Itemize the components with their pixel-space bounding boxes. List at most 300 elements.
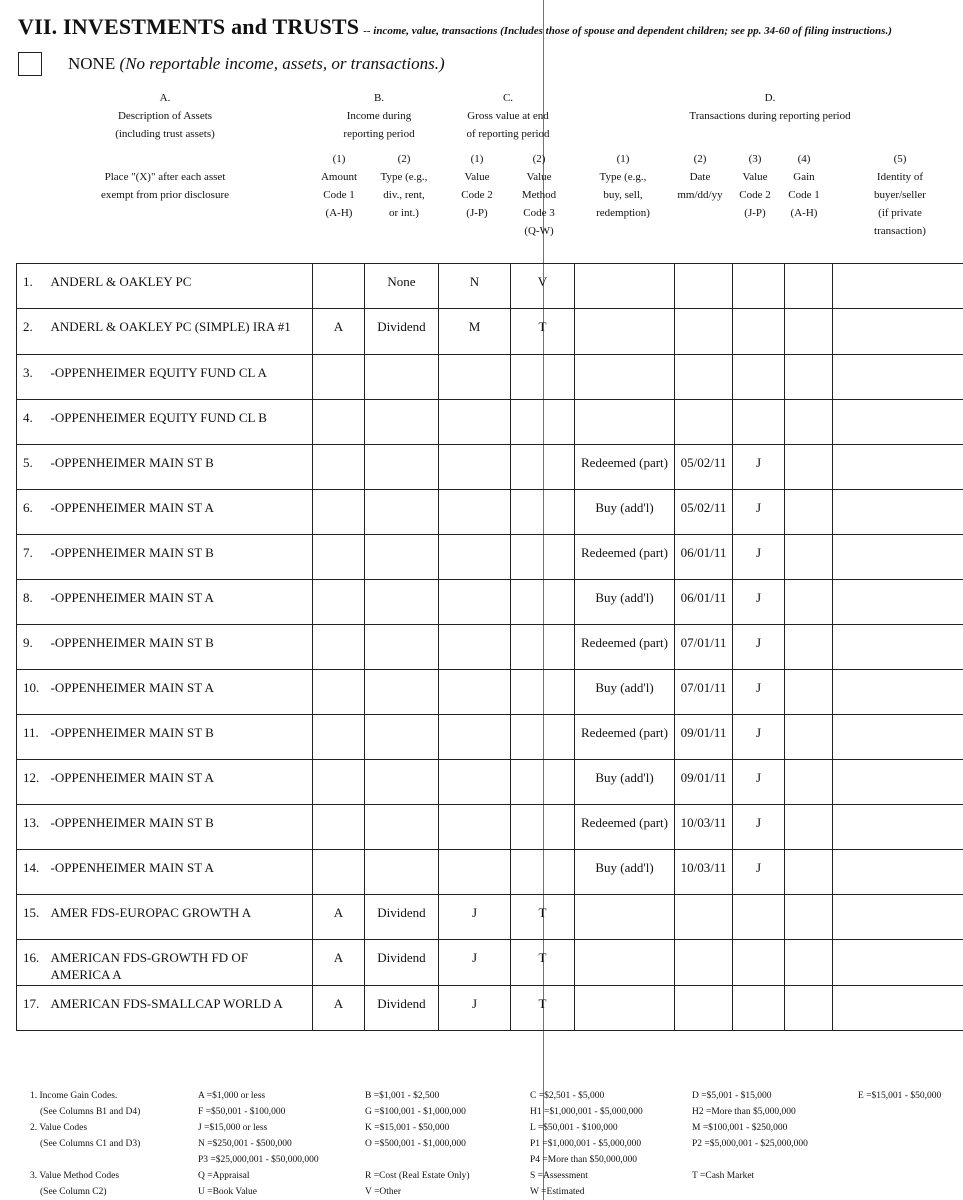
table-row [17, 715, 963, 760]
gross-value-code [439, 625, 511, 670]
header-c-letter: C. [502, 92, 514, 104]
legend-code: A =$1,000 or less [198, 1091, 266, 1101]
gross-value-code: N [439, 264, 511, 309]
legend-code: D =$5,001 - $15,000 [692, 1091, 772, 1101]
gain-code [785, 940, 833, 986]
legend-code: N =$250,001 - $500,000 [198, 1139, 292, 1149]
header-c2 [510, 150, 568, 240]
gross-value-code [439, 850, 511, 895]
legend-method-cols: (See Column C2) [40, 1187, 107, 1197]
header-a-line2: (including trust assets) [115, 128, 215, 140]
income-amount-code [313, 760, 365, 805]
transaction-date: 05/02/11 [675, 445, 733, 490]
transaction-type [575, 986, 675, 1031]
header-d1 [580, 150, 666, 222]
asset-description: AMER FDS-EUROPAC GROWTH A [51, 895, 313, 940]
transaction-value-code [733, 355, 785, 400]
asset-description: -OPPENHEIMER EQUITY FUND CL A [51, 355, 313, 400]
buyer-seller-identity [833, 715, 963, 760]
value-method-code: V [511, 264, 575, 309]
gross-value-code [439, 535, 511, 580]
header-d4 [780, 150, 828, 222]
transaction-type: Buy (add'l) [575, 580, 675, 625]
transaction-value-code [733, 264, 785, 309]
gain-code [785, 670, 833, 715]
header-a-instructions [60, 168, 270, 204]
table-row [17, 850, 963, 895]
table-row [17, 490, 963, 535]
asset-description: -OPPENHEIMER MAIN ST B [51, 715, 313, 760]
buyer-seller-identity [833, 309, 963, 355]
transaction-type: Redeemed (part) [575, 715, 675, 760]
header-d1-l2: buy, sell, [603, 189, 643, 201]
buyer-seller-identity [833, 535, 963, 580]
transaction-value-code: J [733, 850, 785, 895]
header-a-letter: A. [159, 92, 171, 104]
transaction-type: Buy (add'l) [575, 760, 675, 805]
asset-description: ANDERL & OAKLEY PC [51, 264, 313, 309]
gross-value-code: J [439, 895, 511, 940]
transaction-date: 06/01/11 [675, 535, 733, 580]
buyer-seller-identity [833, 760, 963, 805]
transaction-value-code: J [733, 805, 785, 850]
header-b1 [310, 150, 368, 222]
table-row [17, 625, 963, 670]
table-row [17, 895, 963, 940]
value-method-code [511, 625, 575, 670]
transaction-date [675, 940, 733, 986]
income-amount-code [313, 715, 365, 760]
transaction-date: 10/03/11 [675, 805, 733, 850]
table-row [17, 940, 963, 986]
legend-code: H2 =More than $5,000,000 [692, 1107, 796, 1117]
buyer-seller-identity [833, 490, 963, 535]
buyer-seller-identity [833, 850, 963, 895]
gross-value-code [439, 445, 511, 490]
asset-description: -OPPENHEIMER MAIN ST A [51, 490, 313, 535]
row-number: 17. [17, 986, 51, 1031]
income-type [365, 445, 439, 490]
legend-code: M =$100,001 - $250,000 [692, 1123, 788, 1133]
header-c2-l2: Method [521, 189, 557, 201]
legend-col-3 [530, 1088, 643, 1200]
row-number: 14. [17, 850, 51, 895]
transaction-date: 07/01/11 [675, 625, 733, 670]
table-body [17, 264, 963, 1031]
row-number: 6. [17, 490, 51, 535]
header-d5-num: (5) [893, 153, 907, 165]
transaction-type: Buy (add'l) [575, 850, 675, 895]
income-amount-code [313, 535, 365, 580]
legend-code: P1 =$1,000,001 - $5,000,000 [530, 1139, 642, 1149]
value-method-code [511, 355, 575, 400]
legend-titles [30, 1088, 140, 1200]
header-d-line1: Transactions during reporting period [689, 110, 851, 122]
transaction-value-code [733, 309, 785, 355]
legend-code: B =$1,001 - $2,500 [365, 1091, 440, 1101]
income-type [365, 805, 439, 850]
buyer-seller-identity [833, 580, 963, 625]
asset-description: -OPPENHEIMER MAIN ST A [51, 850, 313, 895]
transaction-type: Redeemed (part) [575, 805, 675, 850]
transaction-type: Buy (add'l) [575, 670, 675, 715]
header-b-line1: Income during [346, 110, 412, 122]
income-type [365, 850, 439, 895]
legend-code: Q =Appraisal [198, 1171, 250, 1181]
section-title [18, 14, 892, 40]
transaction-type [575, 400, 675, 445]
gain-code [785, 986, 833, 1031]
table-row [17, 986, 963, 1031]
header-d2-num: (2) [693, 153, 707, 165]
buyer-seller-identity [833, 400, 963, 445]
header-b1-l3: (A-H) [325, 207, 353, 219]
legend-income-title: 1. Income Gain Codes. [30, 1091, 118, 1101]
legend-code: C =$2,501 - $5,000 [530, 1091, 605, 1101]
none-label-note: (No reportable income, assets, or transactions.) [119, 54, 445, 73]
table-row [17, 670, 963, 715]
legend-code: E =$15,001 - $50,000 [858, 1091, 942, 1101]
buyer-seller-identity [833, 940, 963, 986]
row-number: 12. [17, 760, 51, 805]
legend-code: P3 =$25,000,001 - $50,000,000 [198, 1155, 319, 1165]
table-row [17, 760, 963, 805]
header-c1-num: (1) [470, 153, 484, 165]
header-b-line2: reporting period [343, 128, 415, 140]
header-b-letter: B. [373, 92, 385, 104]
header-a-place1: Place "(X)" after each asset [104, 171, 226, 183]
header-c2-l3: Code 3 [523, 207, 555, 219]
legend-code: U =Book Value [198, 1187, 258, 1197]
header-d4-l3: (A-H) [790, 207, 818, 219]
row-number: 3. [17, 355, 51, 400]
gross-value-code [439, 490, 511, 535]
row-number: 1. [17, 264, 51, 309]
income-amount-code: A [313, 940, 365, 986]
header-b2-l1: Type (e.g., [380, 171, 428, 183]
header-a [60, 89, 270, 143]
table-row [17, 535, 963, 580]
row-number: 7. [17, 535, 51, 580]
transaction-value-code [733, 986, 785, 1031]
gross-value-code [439, 760, 511, 805]
header-d1-num: (1) [616, 153, 630, 165]
transaction-value-code: J [733, 760, 785, 805]
gain-code [785, 895, 833, 940]
income-amount-code [313, 580, 365, 625]
transaction-type [575, 264, 675, 309]
income-amount-code [313, 355, 365, 400]
section-title-subtitle: -- income, value, transactions (Includes those of spouse and dependent children; see pp. 34-60 of filing instructions.) [363, 25, 892, 37]
value-method-code [511, 490, 575, 535]
transaction-date [675, 264, 733, 309]
legend-value-title: 2. Value Codes [30, 1123, 88, 1133]
gain-code [785, 264, 833, 309]
transaction-date: 09/01/11 [675, 760, 733, 805]
income-amount-code [313, 400, 365, 445]
legend-code: W =Estimated [530, 1187, 585, 1197]
asset-description: -OPPENHEIMER MAIN ST A [51, 670, 313, 715]
transaction-date [675, 986, 733, 1031]
transaction-date: 10/03/11 [675, 850, 733, 895]
asset-description: AMERICAN FDS-SMALLCAP WORLD A [51, 986, 313, 1031]
legend-income-cols: (See Columns B1 and D4) [40, 1107, 141, 1117]
income-type [365, 715, 439, 760]
buyer-seller-identity [833, 805, 963, 850]
value-method-code [511, 535, 575, 580]
transaction-value-code: J [733, 625, 785, 670]
asset-description: ANDERL & OAKLEY PC (SIMPLE) IRA #1 [51, 309, 313, 355]
header-d4-num: (4) [797, 153, 811, 165]
row-number: 8. [17, 580, 51, 625]
none-label [68, 54, 445, 74]
legend-col-2 [365, 1088, 470, 1200]
header-d3 [730, 150, 780, 222]
row-number: 10. [17, 670, 51, 715]
income-type: Dividend [365, 309, 439, 355]
transaction-date: 09/01/11 [675, 715, 733, 760]
gross-value-code: M [439, 309, 511, 355]
value-method-code: T [511, 986, 575, 1031]
table-row [17, 264, 963, 309]
legend-code: L =$50,001 - $100,000 [530, 1123, 618, 1133]
value-method-code [511, 445, 575, 490]
table-row [17, 355, 963, 400]
income-type [365, 625, 439, 670]
header-b2-l3: or int.) [389, 207, 419, 219]
header-d2-l1: Date [689, 171, 711, 183]
transaction-value-code [733, 940, 785, 986]
gross-value-code [439, 400, 511, 445]
transaction-type [575, 355, 675, 400]
asset-description: AMERICAN FDS-GROWTH FD OF AMERICA A [51, 940, 313, 986]
header-d5-l4: transaction) [874, 225, 926, 237]
income-type [365, 670, 439, 715]
income-amount-code [313, 805, 365, 850]
buyer-seller-identity [833, 264, 963, 309]
transaction-date [675, 895, 733, 940]
buyer-seller-identity [833, 670, 963, 715]
gross-value-code: J [439, 940, 511, 986]
legend-code: O =$500,001 - $1,000,000 [365, 1139, 466, 1149]
transaction-type: Redeemed (part) [575, 445, 675, 490]
legend-method-title: 3. Value Method Codes [30, 1171, 120, 1181]
transaction-type [575, 895, 675, 940]
transaction-value-code [733, 895, 785, 940]
header-d2-l2: mm/dd/yy [677, 189, 723, 201]
header-d5-l3: (if private [878, 207, 922, 219]
header-d3-l3: (J-P) [744, 207, 766, 219]
investments-table [16, 263, 963, 1031]
transaction-date: 06/01/11 [675, 580, 733, 625]
header-d-letter: D. [764, 92, 776, 104]
gross-value-code [439, 670, 511, 715]
income-amount-code [313, 445, 365, 490]
legend-code: P2 =$5,000,001 - $25,000,000 [692, 1139, 808, 1149]
legend-code: G =$100,001 - $1,000,000 [365, 1107, 466, 1117]
row-number: 2. [17, 309, 51, 355]
buyer-seller-identity [833, 625, 963, 670]
transaction-date: 07/01/11 [675, 670, 733, 715]
gain-code [785, 715, 833, 760]
header-d [640, 89, 900, 125]
income-amount-code: A [313, 895, 365, 940]
header-b1-num: (1) [332, 153, 346, 165]
row-number: 16. [17, 940, 51, 986]
row-number: 13. [17, 805, 51, 850]
row-number: 9. [17, 625, 51, 670]
transaction-value-code: J [733, 670, 785, 715]
gain-code [785, 850, 833, 895]
transaction-value-code: J [733, 535, 785, 580]
transaction-value-code: J [733, 490, 785, 535]
value-method-code: T [511, 940, 575, 986]
buyer-seller-identity [833, 445, 963, 490]
header-d5 [850, 150, 950, 240]
table-row [17, 580, 963, 625]
header-c-line1: Gross value at end [467, 110, 549, 122]
transaction-type: Redeemed (part) [575, 535, 675, 580]
header-c1-l2: Code 2 [461, 189, 493, 201]
income-type [365, 490, 439, 535]
income-type [365, 355, 439, 400]
transaction-value-code: J [733, 715, 785, 760]
asset-description: -OPPENHEIMER MAIN ST B [51, 535, 313, 580]
transaction-type [575, 309, 675, 355]
header-b2-num: (2) [397, 153, 411, 165]
header-c [448, 89, 568, 143]
gain-code [785, 355, 833, 400]
section-title-main: VII. INVESTMENTS and TRUSTS [18, 14, 360, 39]
gain-code [785, 625, 833, 670]
header-d2 [670, 150, 730, 204]
legend-code: T =Cash Market [692, 1171, 755, 1181]
value-method-code [511, 400, 575, 445]
income-amount-code: A [313, 309, 365, 355]
header-d1-l1: Type (e.g., [599, 171, 647, 183]
value-method-code: T [511, 895, 575, 940]
income-type: Dividend [365, 986, 439, 1031]
value-method-code [511, 805, 575, 850]
transaction-value-code: J [733, 445, 785, 490]
asset-description: -OPPENHEIMER MAIN ST B [51, 625, 313, 670]
gain-code [785, 490, 833, 535]
value-method-code [511, 760, 575, 805]
header-d3-l1: Value [742, 171, 768, 183]
value-method-code: T [511, 309, 575, 355]
header-d3-num: (3) [748, 153, 762, 165]
header-a-line1: Description of Assets [117, 110, 213, 122]
header-b2 [368, 150, 440, 222]
header-d4-l1: Gain [793, 171, 815, 183]
income-type [365, 580, 439, 625]
income-amount-code [313, 850, 365, 895]
legend-code: F =$50,001 - $100,000 [198, 1107, 286, 1117]
legend-col-1 [198, 1088, 319, 1200]
header-c2-l1: Value [526, 171, 552, 183]
table-row [17, 805, 963, 850]
income-type: None [365, 264, 439, 309]
header-c1-l1: Value [464, 171, 490, 183]
header-b1-l1: Amount [320, 171, 358, 183]
header-d5-l1: Identity of [876, 171, 924, 183]
value-method-code [511, 850, 575, 895]
header-d1-l3: redemption) [596, 207, 650, 219]
gross-value-code [439, 805, 511, 850]
income-type [365, 535, 439, 580]
transaction-date [675, 355, 733, 400]
header-d3-l2: Code 2 [739, 189, 771, 201]
legend-code: J =$15,000 or less [198, 1123, 268, 1133]
income-amount-code [313, 490, 365, 535]
row-number: 4. [17, 400, 51, 445]
legend-col-4 [692, 1088, 808, 1184]
row-number: 11. [17, 715, 51, 760]
gross-value-code: J [439, 986, 511, 1031]
gain-code [785, 309, 833, 355]
legend-col-5 [858, 1088, 941, 1104]
gain-code [785, 580, 833, 625]
legend-code: H1 =$1,000,001 - $5,000,000 [530, 1107, 643, 1117]
asset-description: -OPPENHEIMER MAIN ST B [51, 805, 313, 850]
header-d5-l2: buyer/seller [874, 189, 926, 201]
row-number: 15. [17, 895, 51, 940]
header-c2-l4: (Q-W) [524, 225, 554, 237]
income-amount-code [313, 625, 365, 670]
income-type: Dividend [365, 940, 439, 986]
transaction-date [675, 400, 733, 445]
header-a-place2: exempt from prior disclosure [101, 189, 229, 201]
gain-code [785, 445, 833, 490]
legend-code: R =Cost (Real Estate Only) [365, 1171, 470, 1181]
income-type: Dividend [365, 895, 439, 940]
gross-value-code [439, 580, 511, 625]
asset-description: -OPPENHEIMER MAIN ST A [51, 760, 313, 805]
table-row [17, 400, 963, 445]
legend-code: S =Assessment [530, 1171, 588, 1181]
income-amount-code [313, 670, 365, 715]
asset-description: -OPPENHEIMER EQUITY FUND CL B [51, 400, 313, 445]
transaction-date [675, 309, 733, 355]
legend-code: V =Other [365, 1187, 402, 1197]
buyer-seller-identity [833, 986, 963, 1031]
gross-value-code [439, 715, 511, 760]
header-d4-l2: Code 1 [788, 189, 820, 201]
gain-code [785, 400, 833, 445]
value-method-code [511, 580, 575, 625]
transaction-date: 05/02/11 [675, 490, 733, 535]
legend-value-cols: (See Columns C1 and D3) [40, 1139, 141, 1149]
none-checkbox[interactable] [18, 52, 42, 76]
header-c1 [448, 150, 506, 222]
asset-description: -OPPENHEIMER MAIN ST B [51, 445, 313, 490]
table-row [17, 445, 963, 490]
header-c1-l3: (J-P) [466, 207, 488, 219]
income-amount-code: A [313, 986, 365, 1031]
transaction-type: Buy (add'l) [575, 490, 675, 535]
gain-code [785, 760, 833, 805]
legend-code: P4 =More than $50,000,000 [530, 1155, 637, 1165]
table-row [17, 309, 963, 355]
buyer-seller-identity [833, 895, 963, 940]
header-c-line2: of reporting period [466, 128, 550, 140]
transaction-value-code: J [733, 580, 785, 625]
header-c2-num: (2) [532, 153, 546, 165]
income-amount-code [313, 264, 365, 309]
header-b1-l2: Code 1 [323, 189, 355, 201]
value-method-code [511, 715, 575, 760]
income-type [365, 760, 439, 805]
